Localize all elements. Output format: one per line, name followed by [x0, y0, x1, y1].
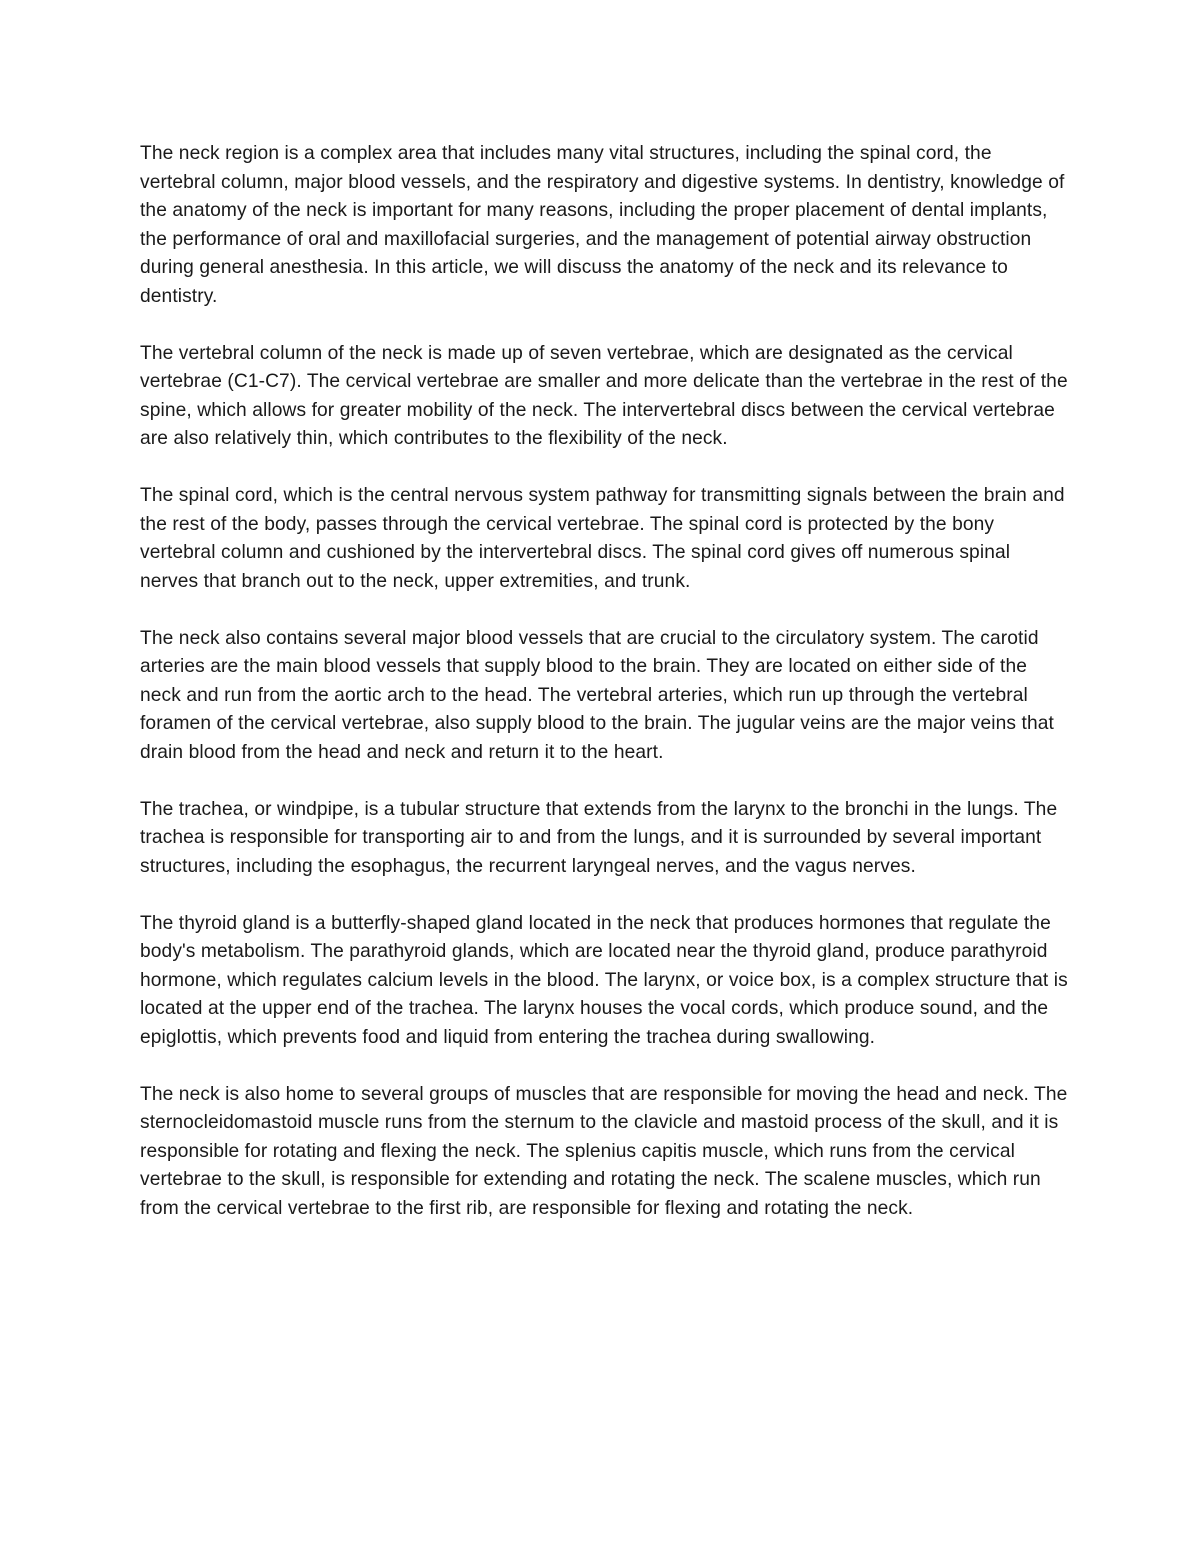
paragraph-thyroid-larynx: The thyroid gland is a butterfly-shaped gland located in the neck that produces hormones that regulate the body's metabolism. The parathyroid glands, which are located near the thyroid gland, produce parathyroid hormone, which regulates calcium levels in the blood. The larynx, or voice box, is a complex structure that is located at the upper end of the trachea. The larynx houses the vocal cords, which produce sound, and the epiglottis, which prevents food and liquid from entering the trachea during swallowing. — [140, 912, 1068, 1048]
document-body — [140, 140, 1070, 1252]
paragraph-neck-overview: The neck region is a complex area that includes many vital structures, including the spinal cord, the vertebral column, major blood vessels, and the respiratory and digestive systems. In dentistry, knowledge of the anatomy of the neck is important for many reasons, including the proper placement of dental implants, the performance of oral and maxillofacial surgeries, and the management of potential airway obstruction during general anesthesia. In this article, we will discuss the anatomy of the neck and its relevance to dentistry. — [140, 143, 1065, 307]
paragraph-vertebral-column: The vertebral column of the neck is made up of seven vertebrae, which are designated as the cervical vertebrae (C1-C7). The cervical vertebrae are smaller and more delicate than the vertebrae in the rest of the spine, which allows for greater mobility of the neck. The intervertebral discs between the cervical vertebrae are also relatively thin, which contributes to the flexibility of the neck. — [140, 342, 1068, 449]
paragraph-trachea: The trachea, or windpipe, is a tubular structure that extends from the larynx to the bronchi in the lungs. The trachea is responsible for transporting air to and from the lungs, and it is surrounded by several important structures, including the esophagus, the recurrent laryngeal nerves, and the vagus nerves. — [140, 798, 1058, 877]
paragraph-spinal-cord: The spinal cord, which is the central nervous system pathway for transmitting signals between the brain and the rest of the body, passes through the cervical vertebrae. The spinal cord is protected by the bony vertebral column and cushioned by the intervertebral discs. The spinal cord gives off numerous spinal nerves that branch out to the neck, upper extremities, and trunk. — [140, 485, 1065, 592]
paragraph-neck-muscles: The neck is also home to several groups of muscles that are responsible for moving the head and neck. The sternocleidomastoid muscle runs from the sternum to the clavicle and mastoid process of the skull, and it is responsible for rotating and flexing the neck. The splenius capitis muscle, which runs from the cervical vertebrae to the skull, is responsible for extending and rotating the neck. The scalene muscles, which run from the cervical vertebrae to the first rib, are responsible for flexing and rotating the neck. — [140, 1083, 1068, 1219]
paragraph-blood-vessels: The neck also contains several major blood vessels that are crucial to the circulatory system. The carotid arteries are the main blood vessels that supply blood to the brain. They are located on either side of the neck and run from the aortic arch to the head. The vertebral arteries, which run up through the vertebral foramen of the cervical vertebrae, also supply blood to the brain. The jugular veins are the major veins that drain blood from the head and neck and return it to the heart. — [140, 627, 1054, 763]
